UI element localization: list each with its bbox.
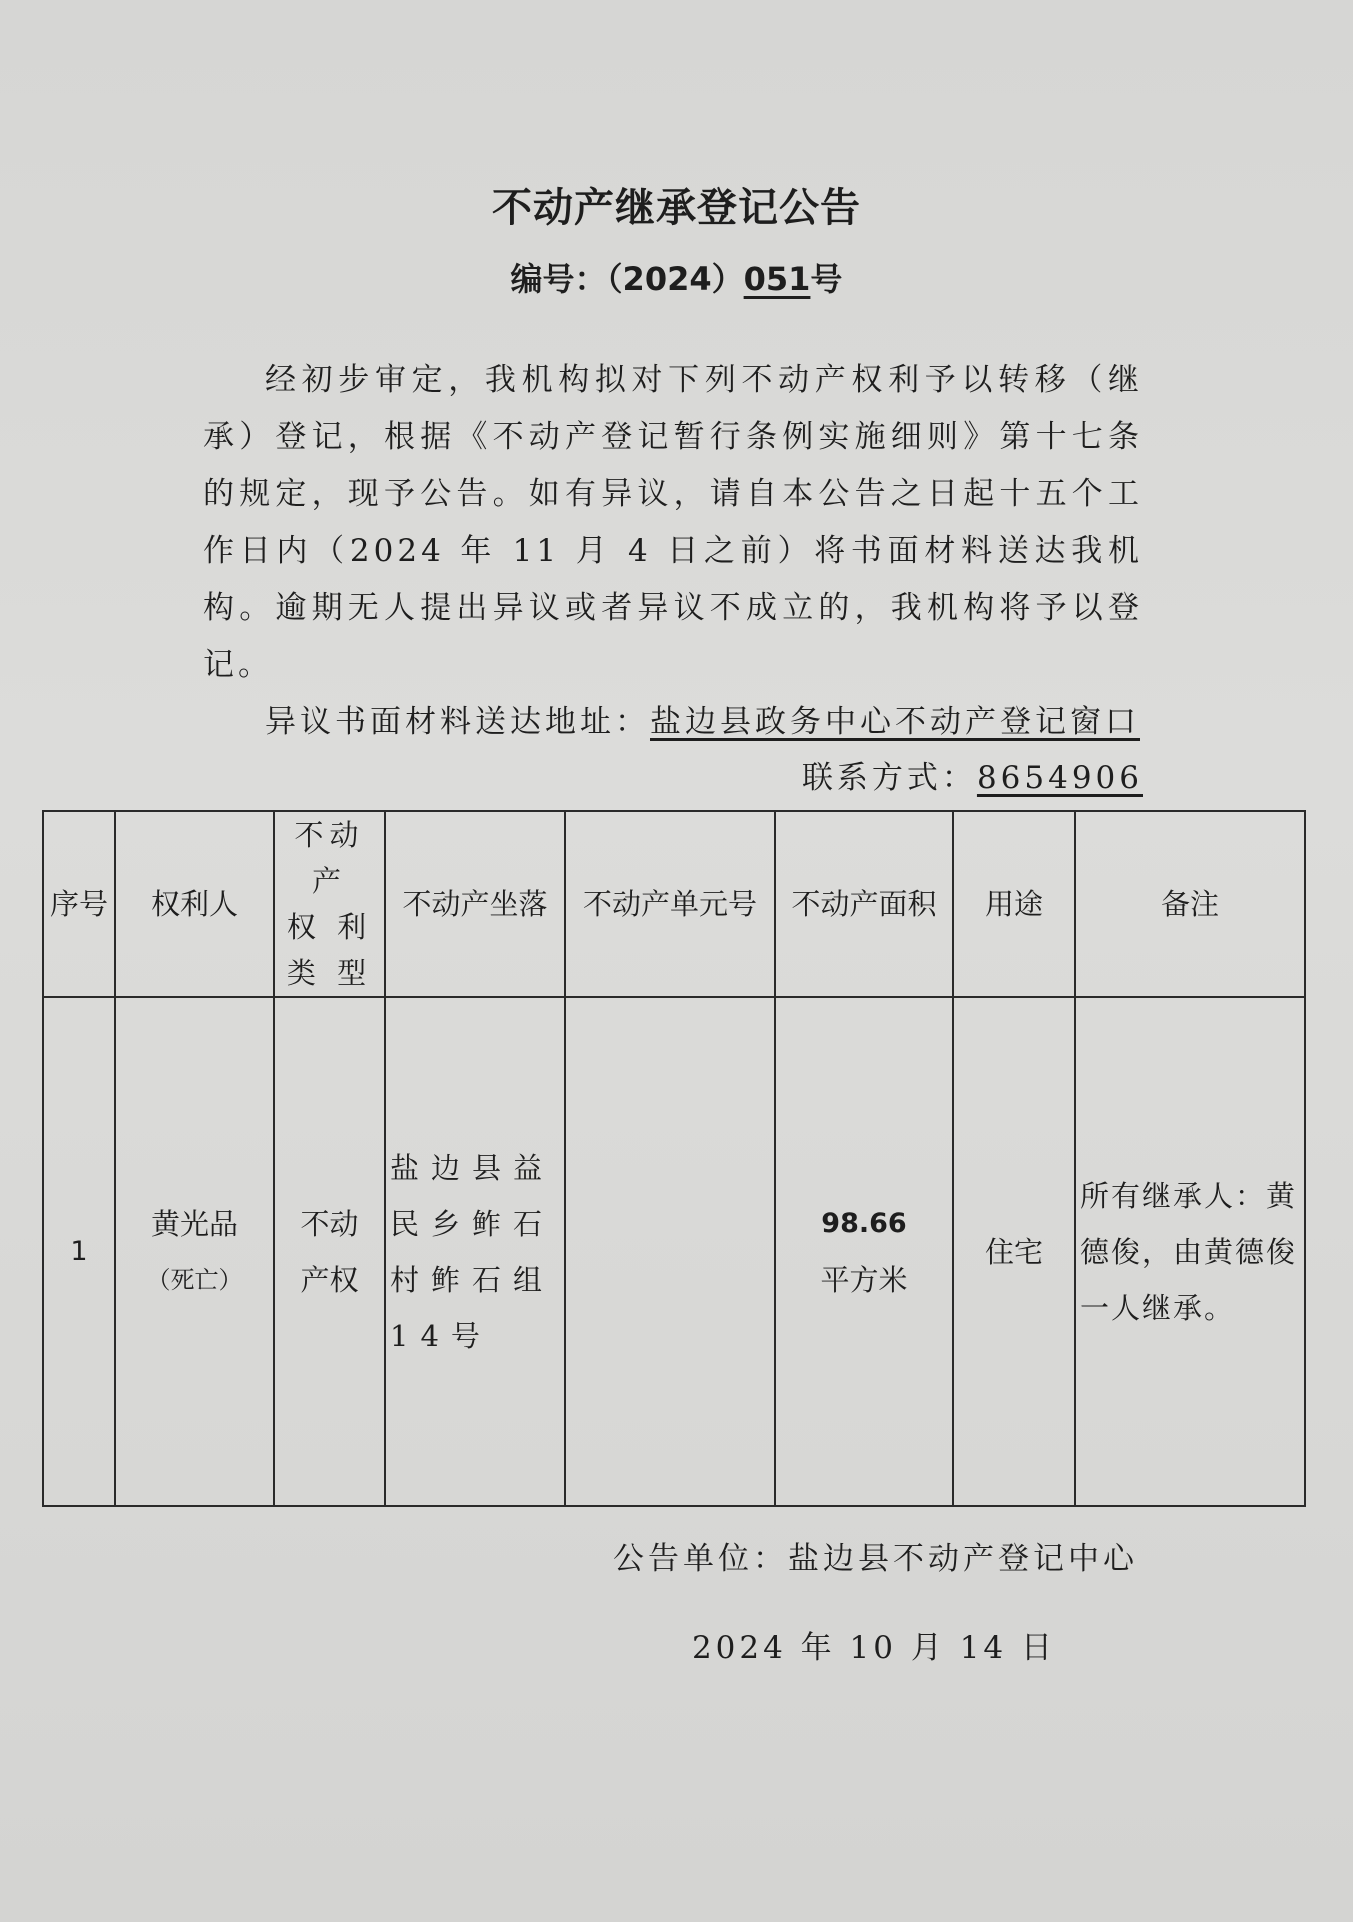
header-right-type-line2: 权 利 xyxy=(286,910,373,944)
contact-label: 联系方式： xyxy=(801,760,977,796)
issuer-value: 盐边县不动产登记中心 xyxy=(788,1541,1138,1577)
header-area: 不动产面积 xyxy=(775,811,953,997)
header-right-type-line1: 不动产 xyxy=(294,818,365,898)
row-note: 所有继承人：黄德俊，由黄德俊一人继承。 xyxy=(1075,997,1305,1506)
table-row xyxy=(43,997,1305,1506)
row-holder-name: 黄光品 xyxy=(150,1206,238,1241)
notice-paragraph: 经初步审定，我机构拟对下列不动产权利予以转移（继承）登记，根据《不动产登记暂行条例实施细则》第十七条的规定，现予公告。如有异议，请自本公告之日起十五个工作日内（2024 年 11 月 4 日之前）将书面材料送达我机构。逾期无人提出异议或者异议不成立的，我机构将予以登记。 xyxy=(203,362,1143,683)
document-number xyxy=(0,254,1353,300)
issuer-label: 公告单位： xyxy=(613,1541,788,1577)
header-unit-no: 不动产单元号 xyxy=(565,811,775,997)
issuer-line xyxy=(613,1533,1138,1578)
docno-suffix: 号 xyxy=(810,260,843,298)
property-table xyxy=(42,810,1306,1507)
table-header-row xyxy=(43,811,1305,997)
docno-number: 051 xyxy=(743,260,811,298)
document-title: 不动产继承登记公告 xyxy=(492,185,861,231)
header-usage: 用途 xyxy=(953,811,1075,997)
header-right-type xyxy=(274,811,385,997)
header-right-type-line3: 类 型 xyxy=(286,956,373,990)
notice-body xyxy=(203,352,1143,751)
row-area-unit: 平方米 xyxy=(820,1262,908,1297)
header-note: 备注 xyxy=(1075,811,1305,997)
row-usage: 住宅 xyxy=(953,997,1075,1506)
header-seq: 序号 xyxy=(43,811,115,997)
issue-date: 2024 年 10 月 14 日 xyxy=(691,1630,1056,1666)
header-location: 不动产坐落 xyxy=(385,811,565,997)
row-holder-note: （死亡） xyxy=(146,1265,243,1294)
row-unit-no xyxy=(565,997,775,1506)
row-area xyxy=(775,997,953,1506)
contact-value: 8654906 xyxy=(976,760,1143,796)
header-holder: 权利人 xyxy=(115,811,274,997)
row-location: 盐边县益民乡鲊石村鲊石组14号 xyxy=(385,997,565,1506)
address-label: 异议书面材料送达地址： xyxy=(265,704,650,740)
row-right-type-line1: 不动 xyxy=(300,1206,359,1241)
row-right-type-line2: 产权 xyxy=(300,1262,359,1297)
row-holder xyxy=(115,997,274,1506)
row-seq: 1 xyxy=(43,997,115,1506)
contact-line xyxy=(802,752,1143,797)
row-area-value: 98.66 xyxy=(821,1207,907,1239)
row-right-type xyxy=(274,997,385,1506)
docno-prefix: 编号：（2024） xyxy=(510,260,744,298)
address-paragraph xyxy=(203,694,1143,751)
address-value: 盐边县政务中心不动产登记窗口 xyxy=(650,704,1140,740)
